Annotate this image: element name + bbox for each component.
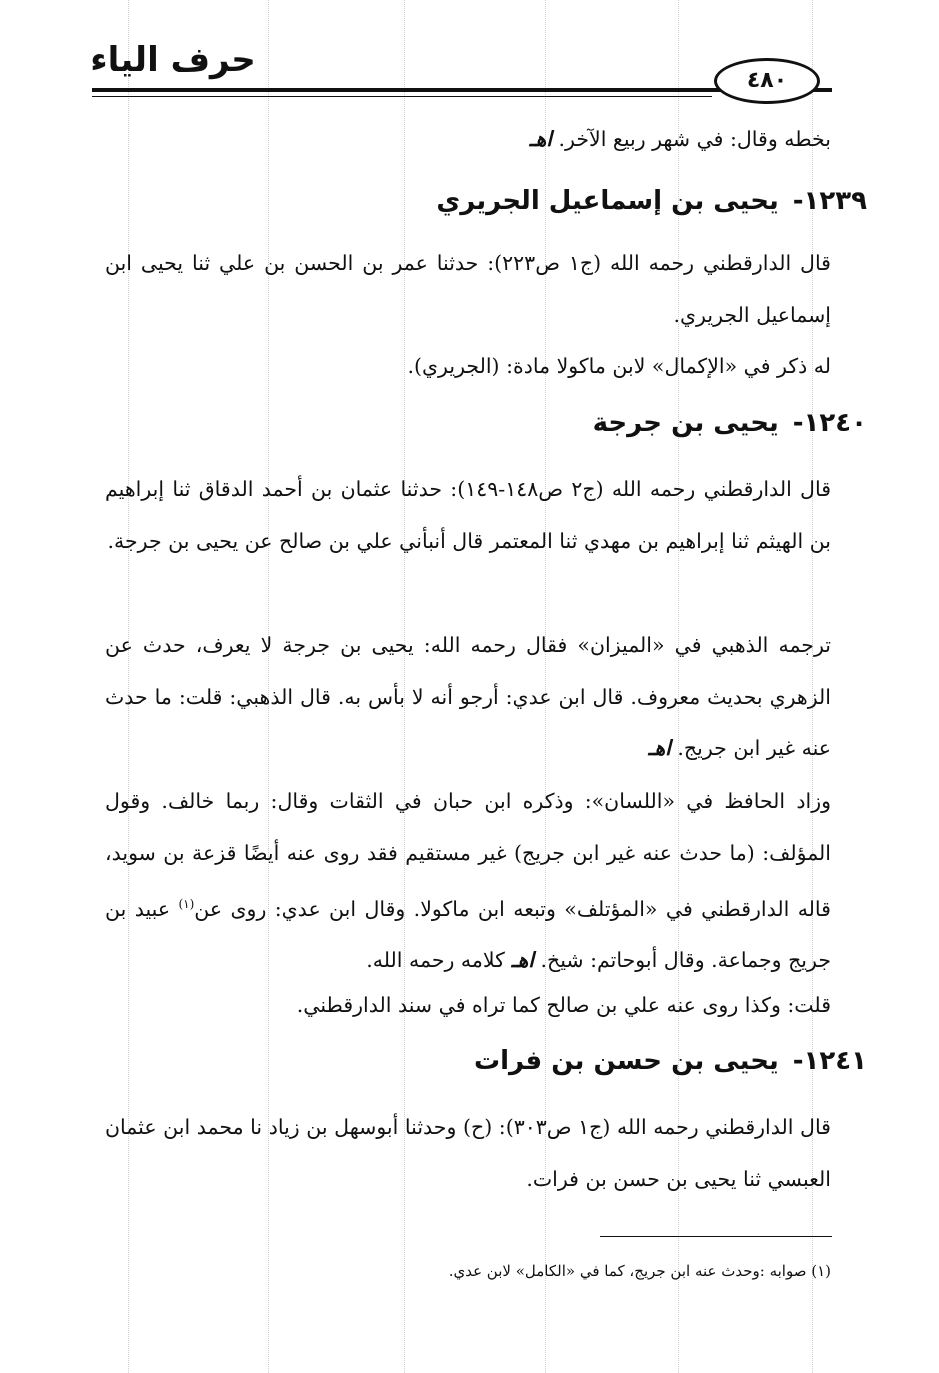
entry-heading-1239 <box>436 186 867 216</box>
entry-paragraph-text: وزاد الحافظ في «اللسان»: وذكره ابن حبان في الثقات وقال: ربما خالف. وقول المؤلف: (ما حدث عنه غير ابن جريج) غير مستقيم فقد روى عنه أيضًا قزعة بن سويد، قاله الدارقطني في «المؤتلف» وتبعه ابن ماكولا. وقال ابن عدي: روى عن <box>105 789 831 921</box>
entry-heading-1241 <box>474 1046 867 1076</box>
entry-paragraph: له ذكر في «الإكمال» لابن ماكولا مادة: (الجريري). <box>407 354 831 378</box>
continuation-text: بخطه وقال: في شهر ربيع الآخر. <box>558 127 831 151</box>
chapter-title: حرف الياء <box>90 40 256 80</box>
entry-number: ١٢٤٠- <box>792 408 867 438</box>
entry-paragraph: قال الدارقطني رحمه الله (ج٢ ص١٤٨-١٤٩): حدثنا عثمان بن أحمد الدقاق ثنا إبراهيم بن الهيثم ثنا إبراهيم بن مهدي ثنا المعتمر قال أنبأني علي بن صالح عن يحيى بن جرجة. <box>105 477 831 553</box>
entry-name: يحيى بن جرجة <box>592 408 779 438</box>
entry-paragraph <box>105 620 831 775</box>
footnote-rule <box>600 1236 832 1237</box>
end-quote-marker: اهـ <box>529 127 552 151</box>
entry-paragraph: قال الدارقطني رحمه الله (ج١ ص٢٢٣): حدثنا عمر بن الحسن بن علي ثنا يحيى ابن إسماعيل الجريري. <box>105 251 831 327</box>
continuation-line <box>105 114 831 166</box>
entry-paragraph <box>105 776 831 987</box>
entry-paragraph-text: كلامه رحمه الله. <box>366 948 505 973</box>
entry-paragraph: قلت: وكذا روى عنه علي بن صالح كما تراه في سند الدارقطني. <box>296 993 831 1017</box>
entry-name: يحيى بن إسماعيل الجريري <box>436 186 779 216</box>
entry-heading-1240 <box>593 408 867 438</box>
entry-number: ١٢٤١- <box>792 1046 867 1076</box>
footnote-reference: (١) <box>178 897 195 911</box>
entry-number: ١٢٣٩- <box>792 186 867 216</box>
header-rule-thin <box>92 96 712 97</box>
entry-paragraph-text: عبيد بن جريج وجماعة. وقال أبوحاتم: شيخ. <box>105 896 831 973</box>
end-quote-marker: اهـ <box>648 736 671 760</box>
footnote: (١) صوابه :وحدث عنه ابن جريج، كما في «الكامل» لابن عدي. <box>448 1262 831 1280</box>
entry-paragraph-text: ترجمه الذهبي في «الميزان» فقال رحمه الله: يحيى بن جرجة لا يعرف، حدث عن الزهري بحديث معروف. قال ابن عدي: أرجو أنه لا بأس به. قال الذهبي: قلت: ما حدث عنه غير ابن جريج. <box>105 633 831 760</box>
end-quote-marker: اهـ <box>511 948 534 973</box>
page-number: ٤٨٠ <box>714 58 820 104</box>
entry-paragraph: قال الدارقطني رحمه الله (ج١ ص٣٠٣): (ح) وحدثنا أبوسهل بن زياد نا محمد ابن عثمان العبسي ثنا يحيى بن حسن بن فرات. <box>105 1115 831 1191</box>
entry-name: يحيى بن حسن بن فرات <box>473 1046 779 1076</box>
